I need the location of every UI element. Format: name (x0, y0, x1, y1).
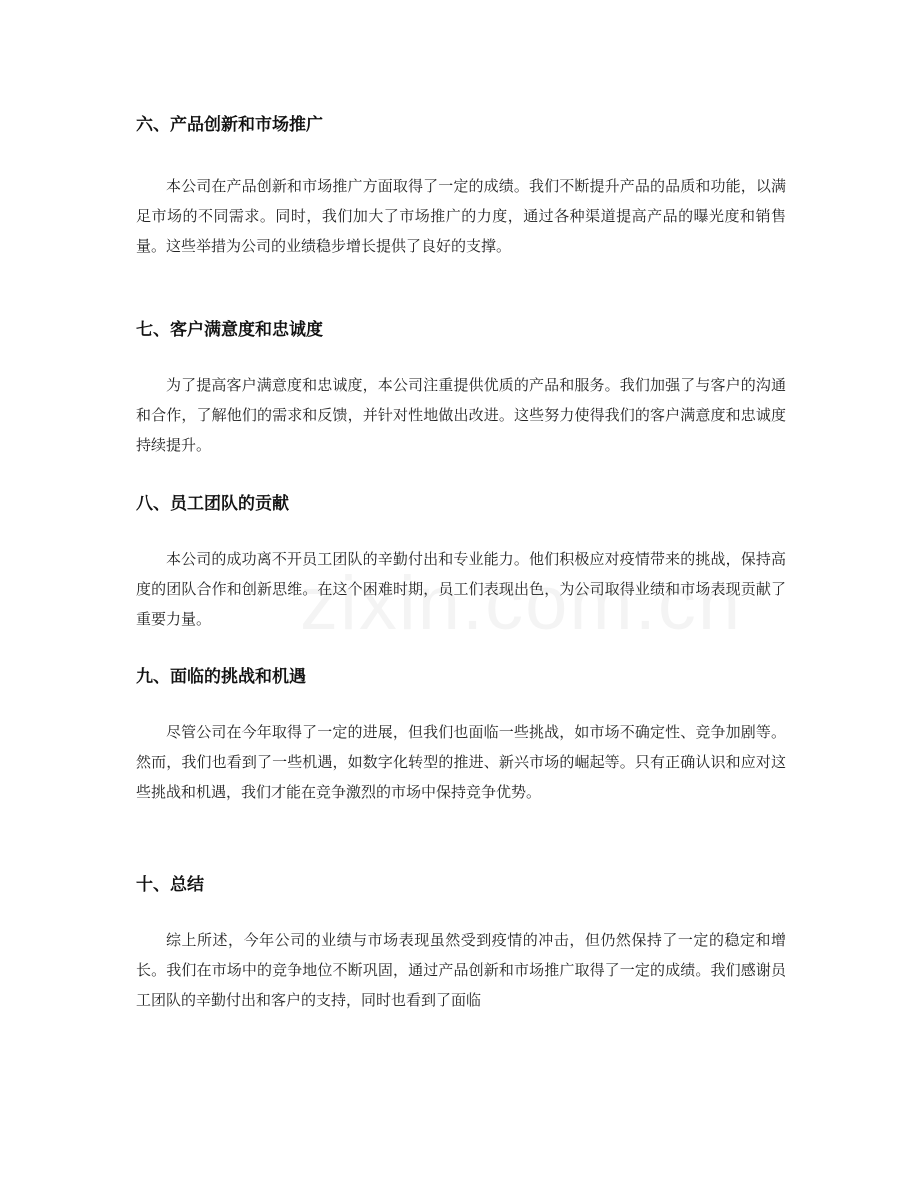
section-heading: 八、员工团队的贡献 (136, 494, 289, 514)
section-paragraph: 尽管公司在今年取得了一定的进展，但我们也面临一些挑战，如市场不确定性、竞争加剧等。然而，我们也看到了一些机遇，如数字化转型的推进、新兴市场的崛起等。只有正确认识和应对这些挑战和机遇，我们才能在竞争激烈的市场中保持竞争优势。 (136, 723, 786, 801)
section-heading: 十、总结 (136, 875, 204, 895)
section-paragraph: 为了提高客户满意度和忠诚度，本公司注重提供优质的产品和服务。我们加强了与客户的沟通和合作，了解他们的需求和反馈，并针对性地做出改进。这些努力使得我们的客户满意度和忠诚度持续提升。 (136, 376, 786, 454)
section-product-innovation (136, 113, 786, 261)
section-paragraph: 综上所述，今年公司的业绩与市场表现虽然受到疫情的冲击，但仍然保持了一定的稳定和增长。我们在市场中的竞争地位不断巩固，通过产品创新和市场推广取得了一定的成绩。我们感谢员工团队的辛勤付出和客户的支持，同时也看到了面临 (136, 931, 786, 1009)
section-paragraph: 本公司的成功离不开员工团队的辛勤付出和专业能力。他们积极应对疫情带来的挑战，保持高度的团队合作和创新思维。在这个困难时期，员工们表现出色，为公司取得业绩和市场表现贡献了重要力量。 (136, 550, 786, 628)
section-challenges-opportunities (136, 665, 786, 807)
section-heading: 六、产品创新和市场推广 (136, 115, 323, 135)
section-summary (136, 873, 786, 1015)
section-employee-team (136, 492, 786, 634)
section-heading: 七、客户满意度和忠诚度 (136, 320, 323, 340)
section-paragraph: 本公司在产品创新和市场推广方面取得了一定的成绩。我们不断提升产品的品质和功能，以满足市场的不同需求。同时，我们加大了市场推广的力度，通过各种渠道提高产品的曝光度和销售量。这些举措为公司的业绩稳步增长提供了良好的支撑。 (136, 177, 786, 255)
section-heading: 九、面临的挑战和机遇 (136, 667, 306, 687)
section-customer-satisfaction (136, 318, 786, 460)
